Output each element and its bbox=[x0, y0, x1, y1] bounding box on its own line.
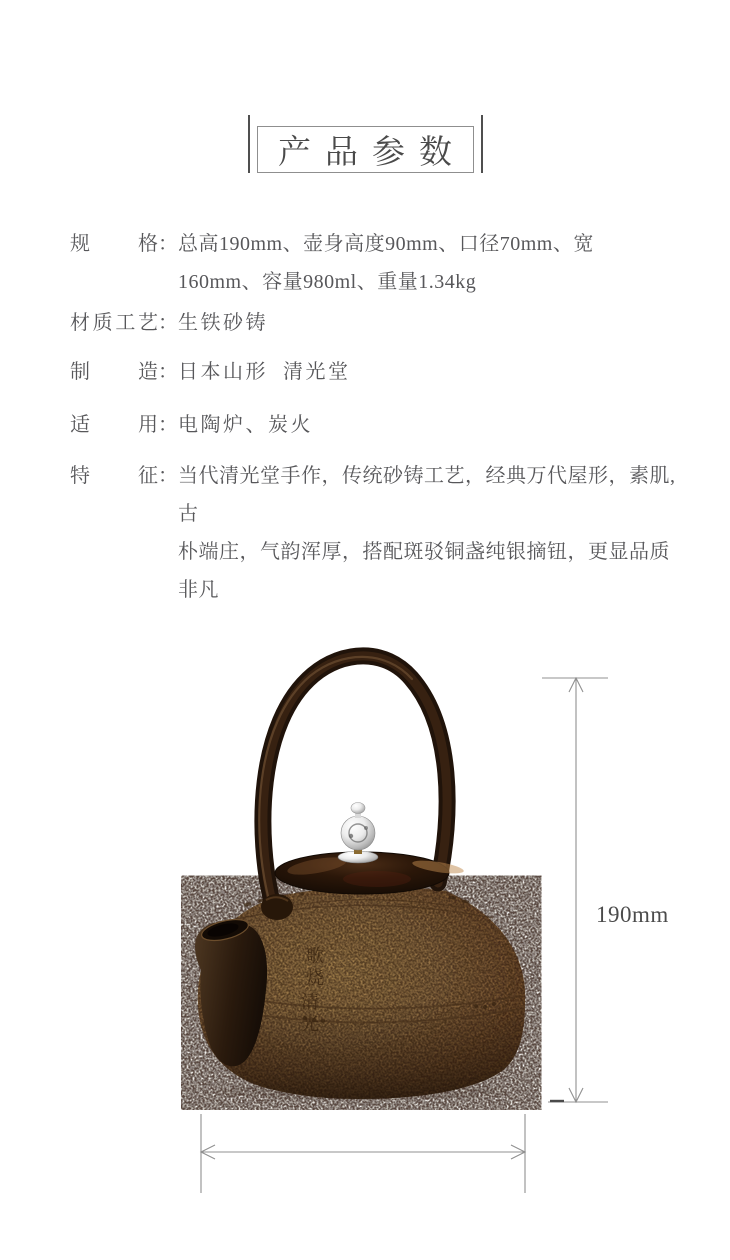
spec-colon: ： bbox=[158, 465, 178, 487]
height-dimension-label: 190mm bbox=[596, 902, 669, 927]
spec-value-line: 当代清光堂手作，传统砂铸工艺，经典万代屋形，素肌,古 bbox=[178, 465, 676, 525]
spec-row-manufacture bbox=[70, 353, 676, 391]
spec-label: 材质工艺 bbox=[70, 312, 158, 334]
spec-row-specifications bbox=[70, 225, 676, 301]
spec-value-line: 电陶炉、炭火 bbox=[178, 414, 313, 436]
engraved-character: 歌 bbox=[306, 946, 324, 966]
title-box bbox=[257, 126, 474, 173]
spec-label: 制造 bbox=[70, 361, 158, 383]
spec-row-usage bbox=[70, 406, 676, 444]
spec-colon: ： bbox=[158, 233, 178, 255]
spec-value bbox=[178, 353, 351, 391]
width-dimension bbox=[201, 1114, 525, 1193]
engraved-character: 烧 bbox=[306, 968, 324, 988]
spec-label: 特征 bbox=[70, 465, 158, 487]
product-figure bbox=[55, 640, 675, 1200]
spec-value-line: 生铁砂铸 bbox=[178, 312, 268, 334]
page-title: 产品参数 bbox=[278, 135, 466, 171]
spec-value bbox=[178, 406, 313, 444]
title-block bbox=[0, 113, 730, 173]
spec-label: 规格 bbox=[70, 233, 158, 255]
spec-row-material bbox=[70, 304, 676, 342]
spec-label: 适用 bbox=[70, 414, 158, 436]
title-accent-line-right bbox=[481, 115, 483, 173]
spec-colon: ： bbox=[158, 312, 178, 334]
teapot-illustration bbox=[55, 640, 675, 1200]
spec-colon: ： bbox=[158, 414, 178, 436]
spec-value bbox=[178, 457, 676, 609]
title-accent-line-left bbox=[248, 115, 250, 173]
spec-value bbox=[178, 225, 594, 301]
handle-lug bbox=[261, 894, 293, 920]
engraved-character: 光 bbox=[301, 1014, 319, 1034]
spec-value-line: 日本山形 清光堂 bbox=[178, 361, 351, 383]
spec-value-line: 总高190mm、壶身高度90mm、口径70mm、宽 bbox=[178, 233, 594, 255]
height-dimension bbox=[542, 678, 608, 1102]
spec-row-features bbox=[70, 457, 676, 609]
teapot-knob bbox=[338, 803, 378, 864]
spec-value bbox=[178, 304, 268, 342]
spec-list bbox=[70, 225, 676, 601]
spec-value-line: 160mm、容量980ml、重量1.34kg bbox=[178, 271, 477, 293]
spec-colon: ： bbox=[158, 361, 178, 383]
spec-value-line: 朴端庄，气韵浑厚，搭配斑驳铜盏纯银摘钮，更显品质非凡 bbox=[178, 541, 670, 601]
engraved-character: 清 bbox=[301, 992, 319, 1012]
